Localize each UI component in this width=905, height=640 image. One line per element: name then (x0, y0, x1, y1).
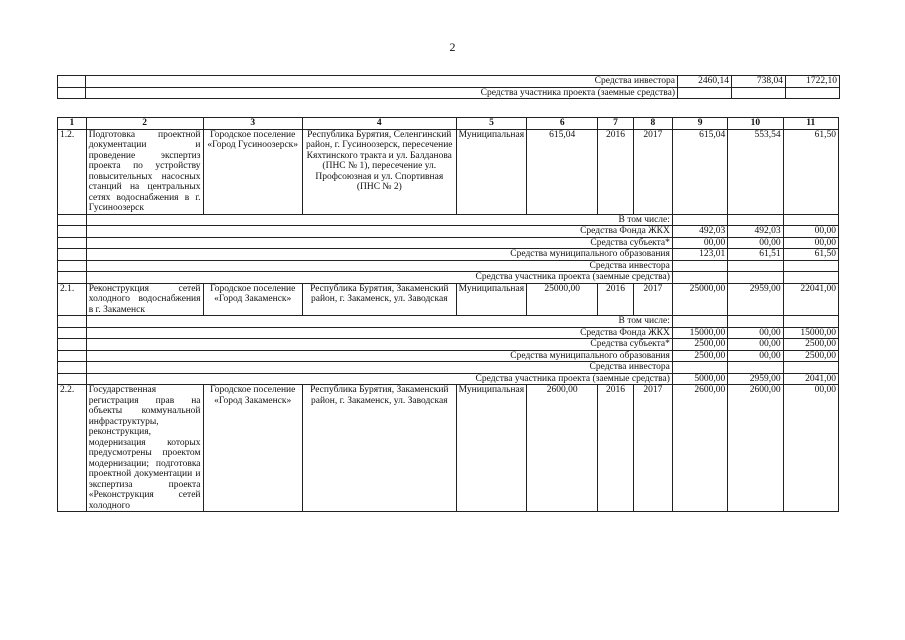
cell-col10: 738,04 (732, 76, 786, 88)
cell-col10: 00,00 (728, 339, 783, 351)
cell-col10: 2959,00 (728, 283, 783, 316)
column-header: 8 (633, 118, 672, 130)
cell-col11: 00,00 (783, 237, 838, 249)
column-header-row (58, 118, 839, 130)
cell-col9 (678, 87, 732, 99)
cell-col9: 2500,00 (672, 350, 727, 362)
source-row (58, 214, 839, 226)
source-label: Средства участника проекта (заемные средства) (86, 373, 672, 385)
cell-col9: 123,01 (672, 249, 727, 261)
cell-col9 (672, 362, 727, 374)
column-header: 4 (302, 118, 456, 130)
cell-col10: 2600,00 (728, 385, 783, 512)
cell-col11: 61,50 (783, 129, 838, 214)
table-row (58, 385, 839, 512)
cell-col9 (672, 214, 727, 226)
item-number: 1.2. (58, 129, 87, 214)
source-row (58, 362, 839, 374)
cell-col9 (672, 316, 727, 328)
source-label: Средства инвестора (86, 260, 672, 272)
item-ownership: Муниципальная (456, 385, 527, 512)
continuation-table (57, 75, 840, 99)
item-settlement: Городское поселение «Город Закаменск» (203, 385, 302, 512)
column-header: 3 (203, 118, 302, 130)
source-row (58, 237, 839, 249)
item-ownership: Муниципальная (456, 283, 527, 316)
column-header: 9 (672, 118, 727, 130)
item-address: Республика Бурятия, Закаменский район, г. Закаменск, ул. Заводская (302, 283, 456, 316)
item-cost: 25000,00 (527, 283, 598, 316)
source-label: Средства муниципального образования (86, 350, 672, 362)
source-row (58, 327, 839, 339)
cell-col10: 2959,00 (728, 373, 783, 385)
cell-col10: 00,00 (728, 237, 783, 249)
item-number: 2.2. (58, 385, 87, 512)
source-row (58, 226, 839, 238)
cell-col9: 00,00 (672, 237, 727, 249)
item-start-year: 2016 (598, 283, 634, 316)
item-name: Государственная регистрация прав на объекты коммунальной инфраструктуры, реконструкция, модернизация которых предусмотрены проектом модернизации; подготовка проектной документации и экспертиза проекта «Реконструкция сетей холодного (86, 385, 203, 512)
item-cost: 615,04 (527, 129, 598, 214)
cell-col9: 492,03 (672, 226, 727, 238)
item-end-year: 2017 (633, 129, 672, 214)
source-label: Средства Фонда ЖКХ (86, 226, 672, 238)
source-label: Средства субъекта* (86, 339, 672, 351)
source-label: Средства участника проекта (заемные средства) (86, 272, 672, 284)
cell-col10: 492,03 (728, 226, 783, 238)
cell-col11: 2500,00 (783, 339, 838, 351)
cell-col9: 2460,14 (678, 76, 732, 88)
item-cost: 2600,00 (527, 385, 598, 512)
cell-col11 (783, 316, 838, 328)
item-start-year: 2016 (598, 129, 634, 214)
cell-col11: 2500,00 (783, 350, 838, 362)
item-ownership: Муниципальная (456, 129, 527, 214)
column-header: 11 (783, 118, 838, 130)
source-row (58, 260, 839, 272)
source-label: Средства муниципального образования (86, 249, 672, 261)
cell-col9 (672, 272, 727, 284)
source-row (58, 249, 839, 261)
cell-col10: 00,00 (728, 327, 783, 339)
column-header: 5 (456, 118, 527, 130)
source-label: Средства участника проекта (заемные средства) (86, 87, 678, 99)
cell-col9: 615,04 (672, 129, 727, 214)
cell-col11: 2041,00 (783, 373, 838, 385)
source-label: Средства субъекта* (86, 237, 672, 249)
cell-col11 (783, 214, 838, 226)
cell-col11: 00,00 (783, 226, 838, 238)
cell-col10 (728, 214, 783, 226)
item-end-year: 2017 (633, 283, 672, 316)
cell-col9: 15000,00 (672, 327, 727, 339)
column-header: 10 (728, 118, 783, 130)
cell-col10 (728, 272, 783, 284)
cell-col9: 2500,00 (672, 339, 727, 351)
table-row (58, 76, 840, 88)
column-header: 6 (527, 118, 598, 130)
source-row (58, 350, 839, 362)
cell-col11 (786, 87, 840, 99)
column-header: 1 (58, 118, 87, 130)
cell-col11: 61,50 (783, 249, 838, 261)
page-number: 2 (449, 40, 456, 54)
source-row (58, 339, 839, 351)
cell-col10: 00,00 (728, 350, 783, 362)
cell-col10 (732, 87, 786, 99)
source-row (58, 272, 839, 284)
cell-col11 (783, 272, 838, 284)
projects-table (57, 117, 839, 512)
source-label: В том числе: (86, 316, 672, 328)
cell-col10: 61,51 (728, 249, 783, 261)
cell-col11 (783, 260, 838, 272)
item-end-year: 2017 (633, 385, 672, 512)
table-row (58, 283, 839, 316)
source-label: В том числе: (86, 214, 672, 226)
item-settlement: Городское поселение «Город Гусиноозерск» (203, 129, 302, 214)
item-start-year: 2016 (598, 385, 634, 512)
cell-col10 (728, 316, 783, 328)
source-label: Средства инвестора (86, 362, 672, 374)
item-number: 2.1. (58, 283, 87, 316)
cell-col11: 00,00 (783, 385, 838, 512)
table-row (58, 129, 839, 214)
item-settlement: Городское поселение «Город Закаменск» (203, 283, 302, 316)
column-header: 7 (598, 118, 634, 130)
cell-col11: 15000,00 (783, 327, 838, 339)
item-name: Реконструкция сетей холодного водоснабжения в г. Закаменск (86, 283, 203, 316)
source-label: Средства Фонда ЖКХ (86, 327, 672, 339)
column-header: 2 (86, 118, 203, 130)
cell-col9: 25000,00 (672, 283, 727, 316)
item-address: Республика Бурятия, Закаменский район, г. Закаменск, ул. Заводская (302, 385, 456, 512)
source-label: Средства инвестора (86, 76, 678, 88)
cell-col11: 22041,00 (783, 283, 838, 316)
source-row (58, 373, 839, 385)
cell-col10 (728, 260, 783, 272)
cell-col9: 5000,00 (672, 373, 727, 385)
cell-col9 (672, 260, 727, 272)
table-row (58, 87, 840, 99)
cell-col10 (728, 362, 783, 374)
item-address: Республика Бурятия, Селенгинский район, г. Гусиноозерск, пересечение Кяхтинского тракта и ул. Балданова (ПНС № 1), пересечение ул. Профсоюзная и ул. Спортивная (ПНС № 2) (302, 129, 456, 214)
item-name: Подготовка проектной документации и проведение экспертиз проекта по устройству повысительных насосных станций на центральных сетях водоснабжения в г. Гусиноозерск (86, 129, 203, 214)
cell-col11: 1722,10 (786, 76, 840, 88)
cell-col10: 553,54 (728, 129, 783, 214)
cell-col9: 2600,00 (672, 385, 727, 512)
source-row (58, 316, 839, 328)
cell-col11 (783, 362, 838, 374)
